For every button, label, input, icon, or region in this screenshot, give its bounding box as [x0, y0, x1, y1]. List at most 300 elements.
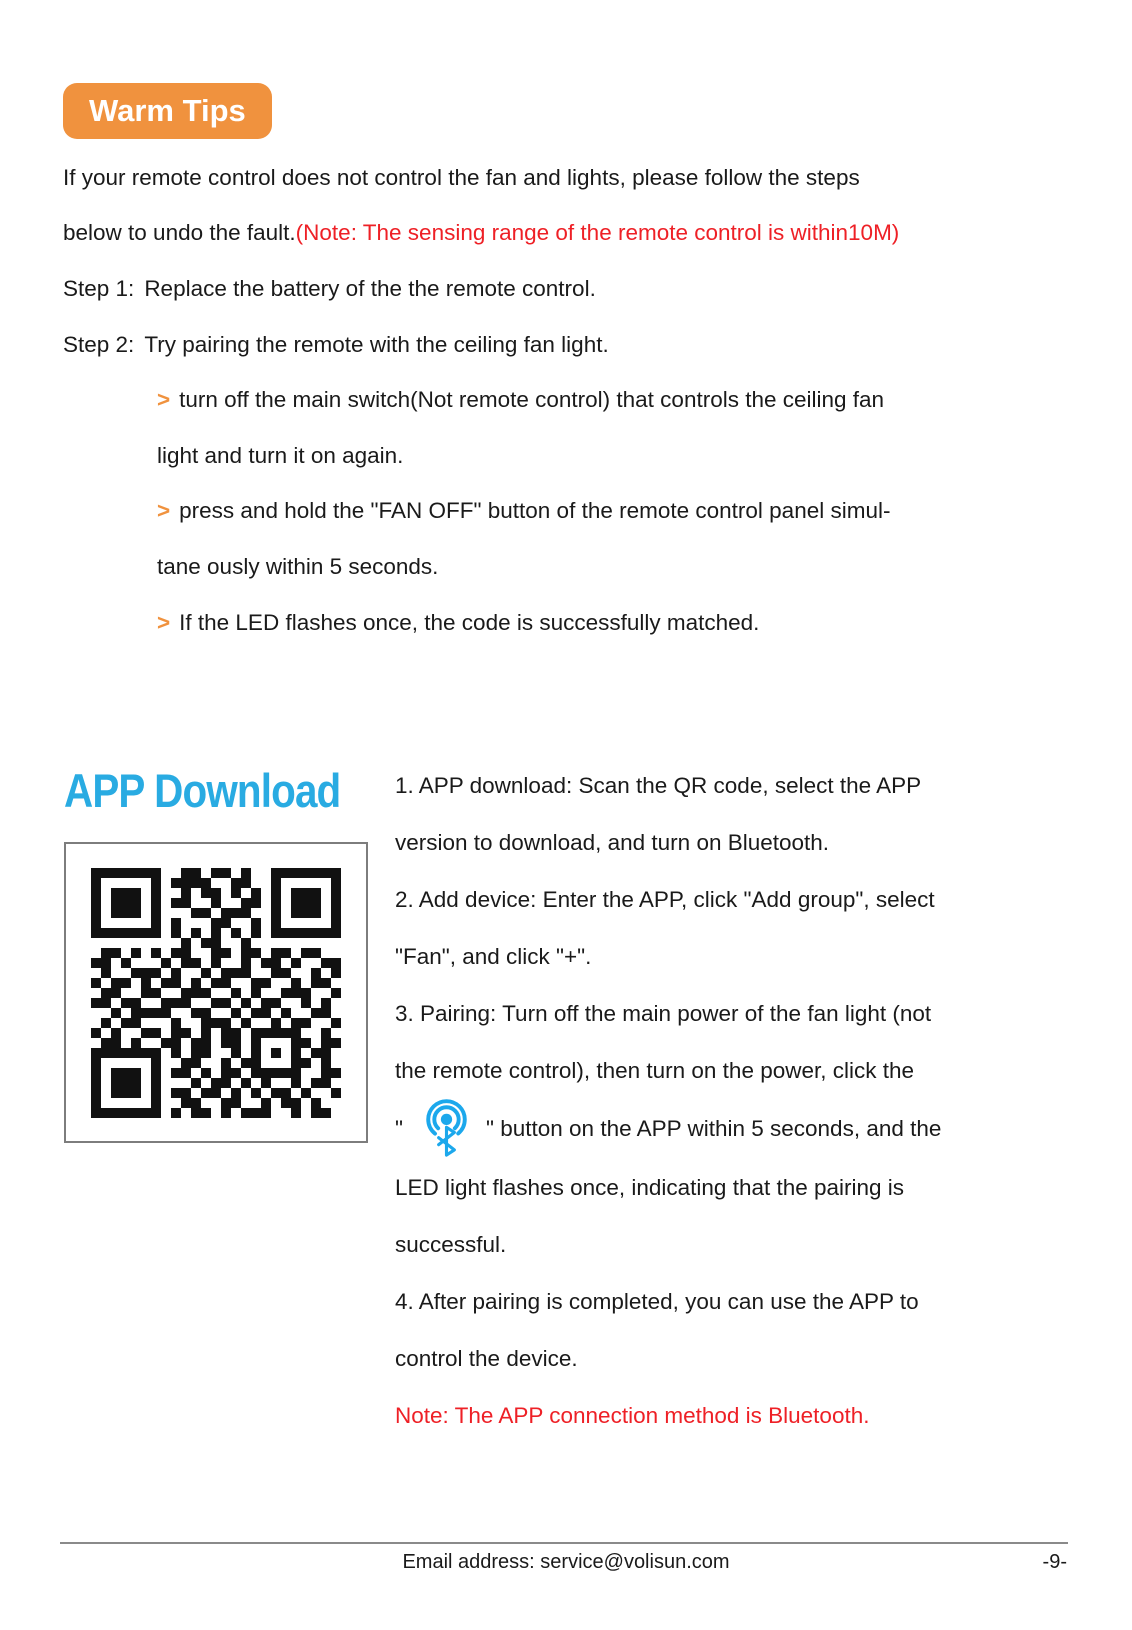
instruction-text: 4. After pairing is completed, you can use the APP to	[395, 1288, 919, 1314]
qr-module	[131, 918, 141, 928]
qr-module	[231, 1098, 241, 1108]
qr-module	[171, 938, 181, 948]
qr-module	[91, 988, 101, 998]
qr-module	[171, 1088, 181, 1098]
qr-module	[301, 898, 311, 908]
qr-module	[211, 1108, 221, 1118]
qr-module	[141, 938, 151, 948]
qr-module	[181, 1038, 191, 1048]
qr-module	[301, 928, 311, 938]
qr-module	[321, 1078, 331, 1088]
qr-module	[121, 998, 131, 1008]
qr-module	[261, 958, 271, 968]
qr-module	[111, 908, 121, 918]
qr-module	[131, 1028, 141, 1038]
qr-module	[91, 958, 101, 968]
qr-module	[311, 1078, 321, 1088]
qr-module	[321, 1098, 331, 1108]
qr-module	[161, 868, 171, 878]
qr-module	[211, 958, 221, 968]
qr-module	[141, 868, 151, 878]
instruction-text: LED light flashes once, indicating that the pairing is	[395, 1174, 905, 1200]
qr-module	[191, 928, 201, 938]
qr-module	[151, 888, 161, 898]
qr-module	[221, 908, 231, 918]
qr-module	[291, 1038, 301, 1048]
qr-module	[151, 928, 161, 938]
bullet-3-line-1	[63, 595, 899, 651]
qr-module	[211, 938, 221, 948]
qr-module	[251, 998, 261, 1008]
step-2-line	[63, 317, 899, 373]
qr-module	[191, 1108, 201, 1118]
qr-module	[191, 1008, 201, 1018]
qr-module	[251, 1038, 261, 1048]
qr-module	[91, 1038, 101, 1048]
bullet-2-line-2	[63, 539, 899, 595]
qr-module	[331, 1098, 341, 1108]
qr-module	[101, 948, 111, 958]
qr-module	[241, 1038, 251, 1048]
qr-module	[101, 958, 111, 968]
qr-module	[111, 1018, 121, 1028]
qr-module	[201, 998, 211, 1008]
qr-module	[151, 948, 161, 958]
qr-module	[101, 938, 111, 948]
qr-module	[311, 1068, 321, 1078]
qr-module	[311, 888, 321, 898]
qr-module	[291, 918, 301, 928]
qr-module	[321, 898, 331, 908]
bullet-1-text-2: light and turn it on again.	[157, 442, 404, 468]
qr-module	[271, 1038, 281, 1048]
qr-module	[121, 1038, 131, 1048]
qr-module	[91, 968, 101, 978]
qr-module	[201, 968, 211, 978]
qr-module	[121, 1068, 131, 1078]
qr-module	[141, 1058, 151, 1068]
bluetooth-pairing-icon	[423, 1099, 470, 1159]
instruction-line	[395, 757, 941, 814]
qr-module	[311, 938, 321, 948]
qr-module	[171, 948, 181, 958]
qr-module	[111, 1088, 121, 1098]
qr-module	[311, 1108, 321, 1118]
qr-module	[291, 998, 301, 1008]
qr-module	[301, 1058, 311, 1068]
qr-module	[131, 1108, 141, 1118]
qr-module	[241, 998, 251, 1008]
qr-module	[251, 958, 261, 968]
qr-module	[91, 978, 101, 988]
qr-module	[191, 898, 201, 908]
qr-module	[161, 918, 171, 928]
qr-module	[301, 1108, 311, 1118]
qr-module	[321, 1008, 331, 1018]
qr-module	[201, 978, 211, 988]
qr-module	[141, 1088, 151, 1098]
qr-module	[151, 898, 161, 908]
qr-module	[241, 1018, 251, 1028]
qr-module	[281, 868, 291, 878]
qr-module	[171, 928, 181, 938]
qr-module	[171, 1048, 181, 1058]
qr-module	[241, 1078, 251, 1088]
qr-module	[211, 1088, 221, 1098]
instruction-line	[395, 1159, 941, 1216]
qr-module	[261, 1098, 271, 1108]
qr-module	[231, 978, 241, 988]
qr-module	[331, 1088, 341, 1098]
qr-module	[131, 1068, 141, 1078]
qr-module	[161, 938, 171, 948]
qr-module	[181, 898, 191, 908]
qr-module	[251, 1058, 261, 1068]
qr-module	[141, 1048, 151, 1058]
qr-module	[211, 898, 221, 908]
qr-module	[91, 938, 101, 948]
qr-module	[251, 1108, 261, 1118]
qr-module	[231, 1048, 241, 1058]
bullet-2-text-2: tane ously within 5 seconds.	[157, 553, 439, 579]
qr-module	[271, 958, 281, 968]
qr-module	[121, 1048, 131, 1058]
qr-module	[181, 958, 191, 968]
qr-module	[241, 868, 251, 878]
qr-module	[131, 988, 141, 998]
qr-module	[171, 888, 181, 898]
instruction-line	[395, 985, 941, 1042]
qr-module	[221, 878, 231, 888]
qr-module	[91, 1058, 101, 1068]
qr-module	[101, 898, 111, 908]
step-2-label: Step 2:	[63, 331, 135, 357]
qr-module	[261, 908, 271, 918]
qr-module	[321, 1018, 331, 1028]
qr-module	[101, 1038, 111, 1048]
qr-module	[251, 1008, 261, 1018]
qr-module	[211, 1008, 221, 1018]
qr-module	[211, 1068, 221, 1078]
qr-module	[91, 998, 101, 1008]
qr-module	[111, 1038, 121, 1048]
qr-module	[171, 868, 181, 878]
qr-module	[161, 878, 171, 888]
qr-module	[221, 1018, 231, 1028]
qr-module	[151, 1028, 161, 1038]
qr-module	[191, 1038, 201, 1048]
qr-module	[191, 1048, 201, 1058]
qr-module	[221, 1028, 231, 1038]
qr-module	[161, 948, 171, 958]
qr-module	[101, 918, 111, 928]
qr-module	[171, 978, 181, 988]
qr-module	[271, 1008, 281, 1018]
bullet-1-marker: >	[157, 387, 171, 413]
qr-module	[281, 1068, 291, 1078]
qr-module	[241, 888, 251, 898]
qr-module	[271, 898, 281, 908]
qr-module	[241, 1048, 251, 1058]
qr-module	[281, 1098, 291, 1108]
qr-module	[101, 878, 111, 888]
warm-tips-section	[63, 150, 899, 650]
qr-module	[271, 908, 281, 918]
qr-module	[211, 1098, 221, 1108]
qr-module	[221, 918, 231, 928]
qr-module	[261, 928, 271, 938]
qr-module	[311, 968, 321, 978]
qr-module	[141, 978, 151, 988]
qr-module	[281, 1048, 291, 1058]
qr-module	[181, 1078, 191, 1088]
qr-module	[171, 918, 181, 928]
qr-module	[321, 928, 331, 938]
qr-module	[331, 1028, 341, 1038]
qr-module	[291, 1058, 301, 1068]
qr-module	[321, 938, 331, 948]
qr-module	[311, 898, 321, 908]
qr-module	[301, 938, 311, 948]
qr-module	[171, 968, 181, 978]
bullet-2-marker: >	[157, 498, 171, 524]
qr-module	[181, 878, 191, 888]
qr-module	[231, 1108, 241, 1118]
qr-module	[121, 918, 131, 928]
qr-module	[331, 928, 341, 938]
qr-module	[141, 898, 151, 908]
qr-code	[91, 868, 341, 1118]
qr-module	[151, 958, 161, 968]
qr-module	[331, 948, 341, 958]
qr-module	[181, 1028, 191, 1038]
intro-line-1	[63, 150, 899, 206]
qr-module	[231, 1058, 241, 1068]
qr-module	[161, 1048, 171, 1058]
qr-module	[271, 1018, 281, 1028]
qr-module	[261, 1018, 271, 1028]
instruction-text: "Fan", and click "+".	[395, 943, 592, 969]
qr-module	[111, 1008, 121, 1018]
qr-module	[331, 1008, 341, 1018]
qr-module	[221, 948, 231, 958]
qr-module	[151, 938, 161, 948]
qr-module	[201, 1098, 211, 1108]
qr-module	[231, 878, 241, 888]
qr-module	[321, 1028, 331, 1038]
qr-module	[271, 918, 281, 928]
qr-module	[231, 1088, 241, 1098]
qr-module	[301, 868, 311, 878]
app-download-title: APP Download	[64, 764, 341, 817]
qr-module	[91, 1078, 101, 1088]
qr-module	[211, 978, 221, 988]
qr-module	[221, 868, 231, 878]
qr-module	[191, 978, 201, 988]
qr-module	[111, 998, 121, 1008]
qr-module	[241, 928, 251, 938]
qr-module	[291, 1048, 301, 1058]
qr-module	[111, 948, 121, 958]
qr-module	[211, 988, 221, 998]
step-1-text: Replace the battery of the the remote control.	[144, 275, 596, 301]
qr-module	[331, 878, 341, 888]
qr-module	[181, 1008, 191, 1018]
qr-module	[151, 988, 161, 998]
qr-module	[241, 1068, 251, 1078]
qr-module	[251, 898, 261, 908]
qr-module	[201, 1008, 211, 1018]
instruction-text: control the device.	[395, 1345, 578, 1371]
qr-module	[221, 1058, 231, 1068]
qr-module	[161, 1088, 171, 1098]
qr-module	[161, 988, 171, 998]
qr-module	[201, 1108, 211, 1118]
qr-module	[211, 998, 221, 1008]
qr-module	[311, 998, 321, 1008]
qr-module	[121, 978, 131, 988]
qr-module	[201, 918, 211, 928]
instruction-text: 1. APP download: Scan the QR code, select the APP	[395, 772, 922, 798]
qr-module	[151, 908, 161, 918]
qr-module	[291, 1088, 301, 1098]
qr-module	[131, 928, 141, 938]
qr-module	[171, 1058, 181, 1068]
qr-module	[311, 1028, 321, 1038]
qr-module	[301, 1068, 311, 1078]
qr-module	[301, 1018, 311, 1028]
qr-module	[301, 1098, 311, 1108]
qr-module	[321, 958, 331, 968]
qr-module	[91, 918, 101, 928]
qr-module	[201, 1018, 211, 1028]
qr-module	[241, 958, 251, 968]
qr-module	[291, 978, 301, 988]
qr-module	[321, 1038, 331, 1048]
qr-module	[101, 1018, 111, 1028]
qr-module	[241, 1098, 251, 1108]
bullet-2-text-1: press and hold the "FAN OFF" button of the remote control panel simul-	[179, 498, 891, 524]
qr-module	[161, 1058, 171, 1068]
qr-module	[241, 898, 251, 908]
qr-module	[241, 918, 251, 928]
qr-module	[121, 868, 131, 878]
qr-module	[251, 968, 261, 978]
instruction-text: successful.	[395, 1231, 507, 1257]
qr-module	[321, 918, 331, 928]
qr-module	[111, 988, 121, 998]
qr-module	[191, 1088, 201, 1098]
qr-module	[261, 1028, 271, 1038]
qr-module	[231, 968, 241, 978]
qr-module	[231, 898, 241, 908]
qr-module	[151, 1008, 161, 1018]
qr-module	[111, 978, 121, 988]
qr-module	[271, 1108, 281, 1118]
qr-module	[301, 908, 311, 918]
qr-module	[141, 878, 151, 888]
qr-module	[201, 948, 211, 958]
qr-module	[121, 1108, 131, 1118]
icon-line-open-quote: "	[395, 1116, 403, 1141]
qr-module	[121, 988, 131, 998]
qr-module	[171, 908, 181, 918]
qr-module	[131, 998, 141, 1008]
qr-module	[171, 1008, 181, 1018]
qr-module	[121, 898, 131, 908]
qr-module	[311, 948, 321, 958]
qr-module	[251, 888, 261, 898]
qr-module	[331, 1068, 341, 1078]
qr-module	[311, 868, 321, 878]
qr-module	[251, 908, 261, 918]
qr-module	[231, 928, 241, 938]
qr-module	[191, 1058, 201, 1068]
qr-module	[261, 1068, 271, 1078]
qr-module	[181, 988, 191, 998]
qr-module	[271, 1058, 281, 1068]
qr-module	[101, 1028, 111, 1038]
qr-module	[281, 998, 291, 1008]
instruction-line	[395, 1042, 941, 1099]
footer-divider	[60, 1542, 1068, 1544]
qr-module	[161, 998, 171, 1008]
qr-module	[101, 1068, 111, 1078]
qr-module	[191, 918, 201, 928]
qr-module	[331, 1048, 341, 1058]
qr-module	[181, 1108, 191, 1118]
qr-module	[191, 1068, 201, 1078]
qr-module	[261, 968, 271, 978]
instruction-line	[395, 1216, 941, 1273]
qr-module	[211, 1038, 221, 1048]
qr-module	[121, 1018, 131, 1028]
qr-module	[221, 998, 231, 1008]
qr-module	[251, 1018, 261, 1028]
qr-module	[181, 968, 191, 978]
qr-module	[291, 968, 301, 978]
qr-module	[191, 938, 201, 948]
qr-module	[101, 1008, 111, 1018]
qr-module	[271, 948, 281, 958]
qr-module	[101, 1078, 111, 1088]
qr-code-box	[64, 842, 368, 1143]
instruction-icon-line	[395, 1099, 941, 1159]
qr-module	[211, 1028, 221, 1038]
qr-module	[331, 1078, 341, 1088]
qr-module	[281, 948, 291, 958]
qr-module	[211, 918, 221, 928]
qr-module	[311, 958, 321, 968]
qr-module	[231, 888, 241, 898]
qr-module	[221, 1108, 231, 1118]
step-1-label: Step 1:	[63, 275, 135, 301]
qr-module	[331, 968, 341, 978]
qr-module	[191, 1098, 201, 1108]
qr-module	[281, 1088, 291, 1098]
qr-module	[171, 1068, 181, 1078]
qr-module	[121, 1098, 131, 1108]
qr-module	[311, 1018, 321, 1028]
qr-module	[131, 948, 141, 958]
qr-module	[181, 868, 191, 878]
qr-module	[331, 958, 341, 968]
qr-module	[171, 988, 181, 998]
qr-module	[271, 998, 281, 1008]
qr-module	[141, 1078, 151, 1088]
qr-module	[211, 1048, 221, 1058]
qr-module	[101, 908, 111, 918]
